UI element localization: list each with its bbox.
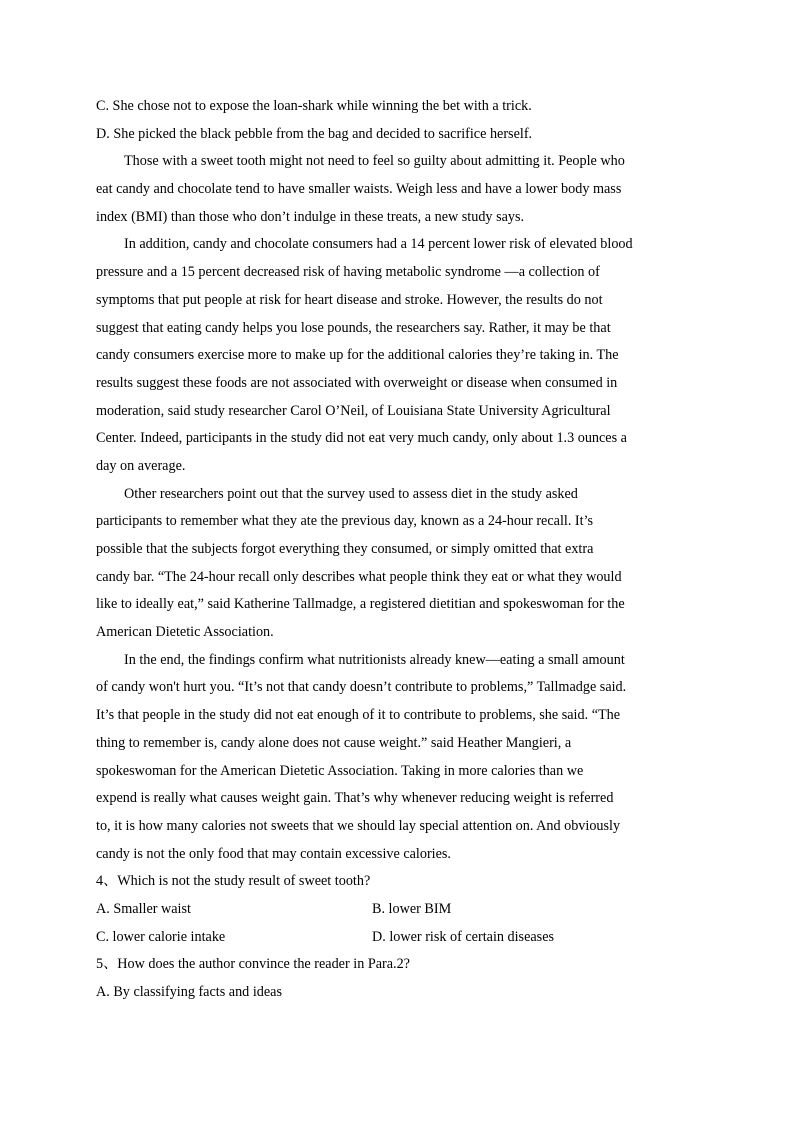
text-line: American Dietetic Association. (96, 624, 274, 641)
text-line: spokeswoman for the American Dietetic Association. Taking in more calories than we (96, 762, 584, 779)
question-4 (96, 868, 700, 951)
text-line: candy bar. “The 24-hour recall only describes what people think they eat or what they would (96, 568, 622, 585)
option-line: D. She picked the black pebble from the bag and decided to sacrifice herself. (96, 125, 533, 142)
text-line: Center. Indeed, participants in the study did not eat very much candy, only about 1.3 ounces a (96, 430, 627, 447)
text-line: to, it is how many calories not sweets that we should lay special attention on. And obviously (96, 817, 621, 834)
question-stem: 5、How does the author convince the reader in Para.2? (96, 956, 410, 973)
text-line: results suggest these foods are not associated with overweight or disease when consumed in (96, 374, 618, 391)
text-line: like to ideally eat,” said Katherine Tallmadge, a registered dietitian and spokeswoman for the (96, 596, 625, 613)
option-b: B. lower BIM (372, 900, 452, 917)
passage (96, 148, 700, 868)
text-line: Other researchers point out that the survey used to assess diet in the study asked (124, 485, 578, 502)
previous-question-options (96, 93, 700, 148)
text-line: expend is really what causes weight gain. That’s why whenever reducing weight is referred (96, 790, 614, 807)
document-content (96, 93, 700, 1007)
text-line: moderation, said study researcher Carol O’Neil, of Louisiana State University Agricultural (96, 402, 611, 419)
option-d: D. lower risk of certain diseases (372, 928, 555, 945)
option-a: A. Smaller waist (96, 900, 191, 917)
text-line: of candy won't hurt you. “It’s not that candy doesn’t contribute to problems,” Tallmadge said. (96, 679, 627, 696)
question-5 (96, 951, 700, 1006)
paragraph-1 (96, 148, 700, 231)
option-c: C. lower calorie intake (96, 928, 226, 945)
option-a: A. By classifying facts and ideas (96, 984, 282, 1000)
text-line: In the end, the findings confirm what nutritionists already knew—eating a small amount (124, 651, 625, 668)
text-line: It’s that people in the study did not eat enough of it to contribute to problems, she said. “The (96, 707, 621, 724)
text-line: day on average. (96, 457, 186, 474)
text-line: candy consumers exercise more to make up for the additional calories they’re taking in. The (96, 347, 619, 364)
text-line: candy is not the only food that may contain excessive calories. (96, 845, 451, 862)
text-line: pressure and a 15 percent decreased risk of having metabolic syndrome —a collection of (96, 264, 600, 281)
text-line: index (BMI) than those who don’t indulge in these treats, a new study says. (96, 208, 525, 225)
paragraph-4 (96, 647, 700, 869)
text-line: symptoms that put people at risk for heart disease and stroke. However, the results do not (96, 291, 603, 308)
text-line: possible that the subjects forgot everything they consumed, or simply omitted that extra (96, 541, 594, 557)
text-line: Those with a sweet tooth might not need to feel so guilty about admitting it. People who (124, 153, 625, 170)
option-row (96, 979, 700, 1007)
text-line: suggest that eating candy helps you lose pounds, the researchers say. Rather, it may be that (96, 319, 611, 336)
text-line: thing to remember is, candy alone does not cause weight.” said Heather Mangieri, a (96, 734, 572, 751)
paragraph-3 (96, 481, 700, 647)
paragraph-2 (96, 231, 700, 480)
question-stem: 4、Which is not the study result of sweet tooth? (96, 873, 371, 890)
text-line: In addition, candy and chocolate consumers had a 14 percent lower risk of elevated blood (124, 236, 633, 253)
option-line: C. She chose not to expose the loan-shark while winning the bet with a trick. (96, 98, 532, 114)
text-line: participants to remember what they ate the previous day, known as a 24-hour recall. It’s (96, 513, 594, 530)
option-row (96, 896, 700, 924)
text-line: eat candy and chocolate tend to have smaller waists. Weigh less and have a lower body mass (96, 181, 622, 198)
option-row (96, 924, 700, 952)
